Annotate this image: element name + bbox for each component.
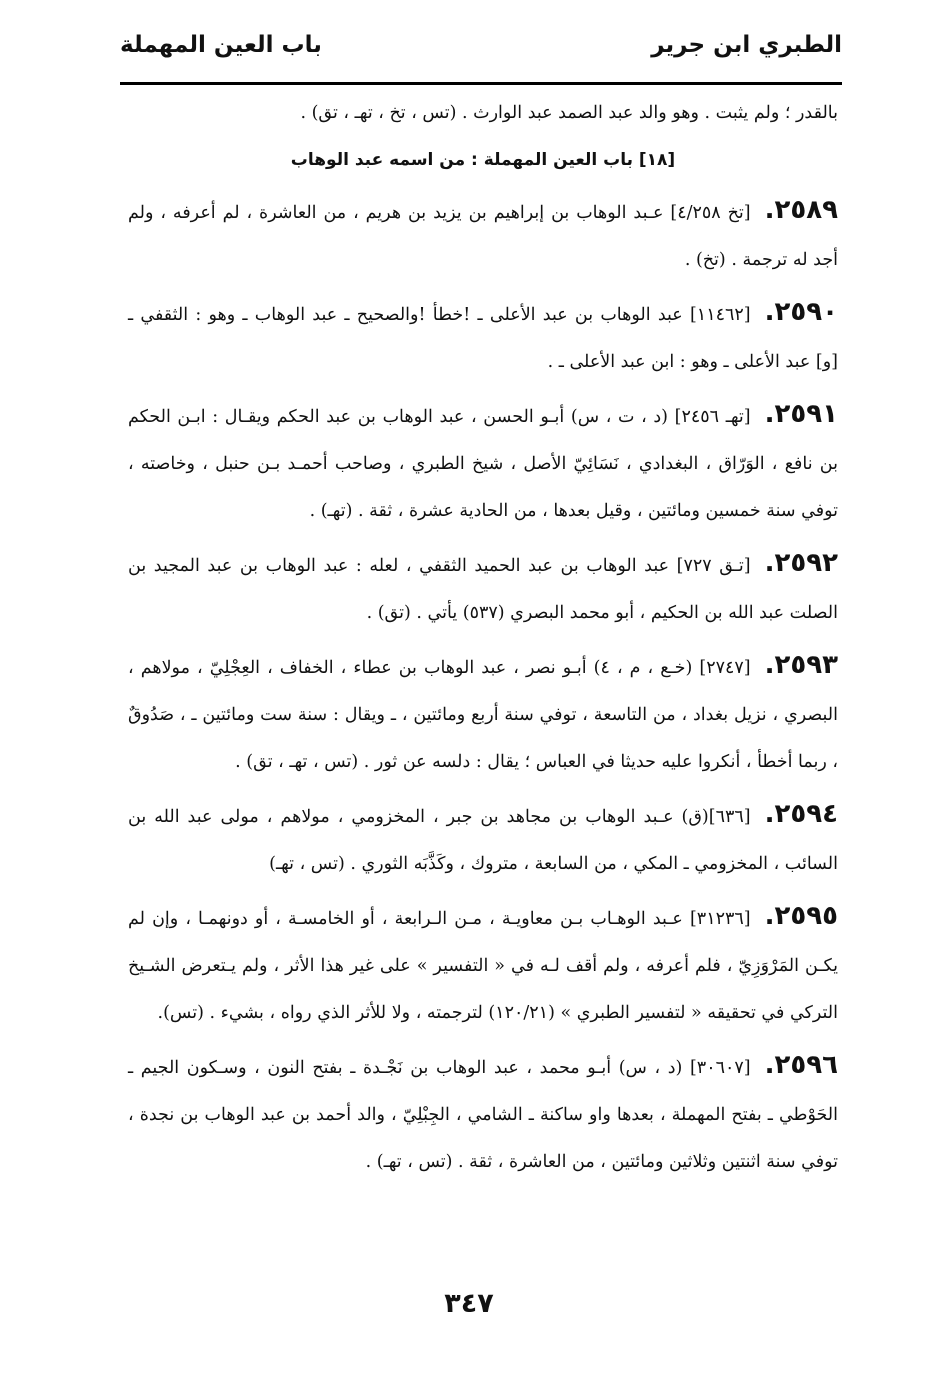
entry-number: ٢٥٩١. [764, 399, 838, 429]
entry-2594 [128, 791, 838, 888]
entry-2591 [128, 391, 838, 535]
page-number: ٣٤٧ [444, 1288, 494, 1319]
entry-text: [تـق ٧٢٧] عبد الوهاب بن عبد الحميد الثقفي ، لعله : عبد الوهاب بن عبد المجيد بن الصلت عبد الله بن الحكيم ، أبو محمد البصري (٥٣٧) يأتي . (تق) . [128, 556, 838, 623]
entry-number: ٢٥٩٥. [764, 901, 838, 931]
section-heading: [١٨] باب العين المهملة : من اسمه عبد الوهاب [290, 150, 676, 170]
entry-number: ٢٥٩٢. [764, 548, 838, 578]
entry-2592 [128, 540, 838, 637]
running-header [120, 32, 842, 72]
entry-number: ٢٥٩٣. [764, 650, 838, 680]
entry-text: [٦٣٦](ق) عـبد الوهاب بن مجاهد بن جبر ، المخزومي ، مولاهم ، مولى عبد الله بن السائب ، المخزومي ـ المكي ، من السابعة ، متروك ، وكَذَّبَه الثوري . (تس ، تهـ) [128, 807, 838, 874]
entry-text: [تهـ ٢٤٥٦] (د ، ت ، س) أبـو الحسن ، عبد الوهاب بن عبد الحكم ويقـال : ابـن الحكم بن نافع ، الوَرّاق ، البغدادي ، نَسَائِيّ الأصل ، شيخ الطبري ، وصاحب أحمـد بـن حنبل ، وخاصته ، توفي سنة خمسين ومائتين ، وقيل بعدها ، من الحادية عشرة ، ثقة . (تهـ) . [128, 407, 838, 521]
intro-line: بالقدر ؛ ولم يثبت . وهو والد عبد الصمد عبد الوارث . (تس ، تخ ، تهـ ، تق) . [300, 103, 838, 123]
entry-text: [١١٤٦٢] عبد الوهاب بن عبد الأعلى ـ !خطأ !والصحيح ـ عبد الوهاب ـ وهو : الثقفي ـ [و] عبد الأعلى ـ وهو : ابن عبد الأعلى ـ . [128, 305, 838, 372]
entry-text: [تخ ٤/٢٥٨] عـبد الوهاب بن إبراهيم بن يزيد بن هريم ، من العاشرة ، لم أعرفه ، ولم أجد له ترجمة . (تخ) . [128, 203, 838, 270]
entry-2589 [128, 187, 838, 284]
page-body [128, 90, 838, 1191]
entry-2590 [128, 289, 838, 386]
entry-2596 [128, 1042, 838, 1186]
entry-number: ٢٥٩٤. [764, 799, 838, 829]
entry-number: ٢٥٩٦. [764, 1050, 838, 1080]
entry-text: [٣١٢٣٦] عـبد الوهـاب بـن معاويـة ، مـن الـرابعة ، أو الخامسـة ، أو دونهمـا ، وإن لم يكـن المَرْوَزِيّ ، فلم أعرفه ، ولم أقف لـه في « التفسير » على غير هذا الأثر ، ولم يـتعرض الشـيخ التركي في تحقيقه « لتفسير الطبري » (١٢٠/٢١) لترجمته ، ولا للأثر الذي رواه ، بشيء . (تس). [128, 909, 838, 1023]
entry-text: [٣٠٦٠٧] (د ، س) أبـو محمد ، عبد الوهاب بن نَجْـدة ـ بفتح النون ، وسـكون الجيم ـ الحَوْطي ـ بفتح المهملة ، بعدها واو ساكنة ـ الشامي ، الجِبْلِيّ ، والد أحمد بن عبد الوهاب بن نجدة ، توفي سنة اثنتين وثلاثين ومائتين ، من العاشرة ، ثقة . (تس ، تهـ) . [128, 1058, 838, 1172]
entry-text: [٢٧٤٧] (خـع ، م ، ٤) أبـو نصر ، عبد الوهاب بن عطاء ، الخفاف ، العِجْلِيّ ، مولاهم ، البصري ، نزيل بغداد ، من التاسعة ، توفي سنة أربع ومائتين ، ـ ويقال : سنة ست ومائتين ـ ، صَدُوقٌ ، ربما أخطأ ، أنكروا عليه حديثا في العباس ؛ يقال : دلسه عن ثور . (تس ، تهـ ، تق) . [128, 658, 838, 772]
header-chapter-title: باب العين المهملة [120, 32, 322, 58]
header-rule [120, 82, 842, 85]
header-book-title: الطبري ابن جرير [651, 32, 842, 58]
entry-2595 [128, 893, 838, 1037]
entry-2593 [128, 642, 838, 786]
entry-number: ٢٥٨٩. [764, 195, 838, 225]
entry-number: ٢٥٩٠. [764, 297, 838, 327]
